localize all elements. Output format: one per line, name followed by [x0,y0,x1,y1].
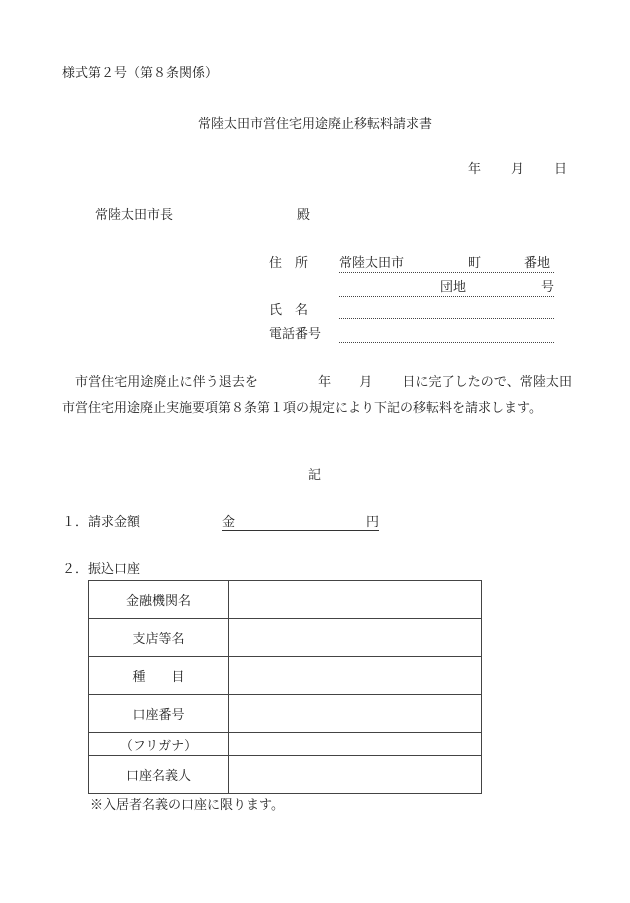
addressee-honorific: 殿 [297,208,311,223]
account-number-field[interactable] [229,695,482,733]
furigana-field[interactable] [229,733,482,756]
date-year: 年 [468,162,482,177]
amount-label: １．請求金額 [62,515,141,530]
branch-name-field[interactable] [229,619,482,657]
body-year: 年 [318,375,332,390]
address-go: 号 [541,280,555,295]
address-banchi: 番地 [524,256,551,271]
table-row [89,695,482,733]
date-month: 月 [511,162,525,177]
table-row [89,581,482,619]
address-town: 町 [468,256,482,271]
form-number: 様式第２号（第８条関係） [62,66,219,81]
phone-label: 電話番号 [269,327,322,342]
amount-kin: 金 [222,515,236,530]
account-note: ※入居者名義の口座に限ります。 [90,798,284,813]
address-label: 住 所 [269,256,309,271]
account-holder-field[interactable] [229,756,482,794]
name-label: 氏 名 [269,303,309,318]
table-row [89,733,482,756]
branch-name-label: 支店等名 [89,619,229,657]
table-row [89,657,482,695]
date-day: 日 [554,162,568,177]
address-city: 常陸太田市 [339,256,405,271]
name-line[interactable] [339,318,554,319]
address-line-2[interactable] [339,296,554,297]
account-holder-label: 口座名義人 [89,756,229,794]
body-text-a: 市営住宅用途廃止に伴う退去を [75,375,258,390]
account-type-label: 種 目 [89,657,229,695]
address-danchi: 団地 [440,280,467,295]
bank-section-label: ２．振込口座 [62,562,141,577]
amount-field[interactable] [222,530,379,531]
bank-account-table [88,580,482,794]
table-row [89,756,482,794]
address-line-1[interactable] [339,272,554,273]
ki-heading: 記 [308,468,322,483]
amount-en: 円 [366,515,380,530]
bank-name-field[interactable] [229,581,482,619]
bank-name-label: 金融機関名 [89,581,229,619]
addressee-mayor: 常陸太田市長 [95,208,174,223]
body-text-b: 日に完了したので、常陸太田市営住宅用途廃止実施要項第８条第１項の規定により下記の移転料を請求します。 [62,375,572,416]
phone-line[interactable] [339,342,554,343]
account-number-label: 口座番号 [89,695,229,733]
table-row [89,619,482,657]
account-type-field[interactable] [229,657,482,695]
furigana-label: （フリガナ） [89,733,229,756]
document-title: 常陸太田市営住宅用途廃止移転料請求書 [197,117,432,132]
body-month: 月 [359,375,373,390]
body-paragraph [62,370,572,422]
